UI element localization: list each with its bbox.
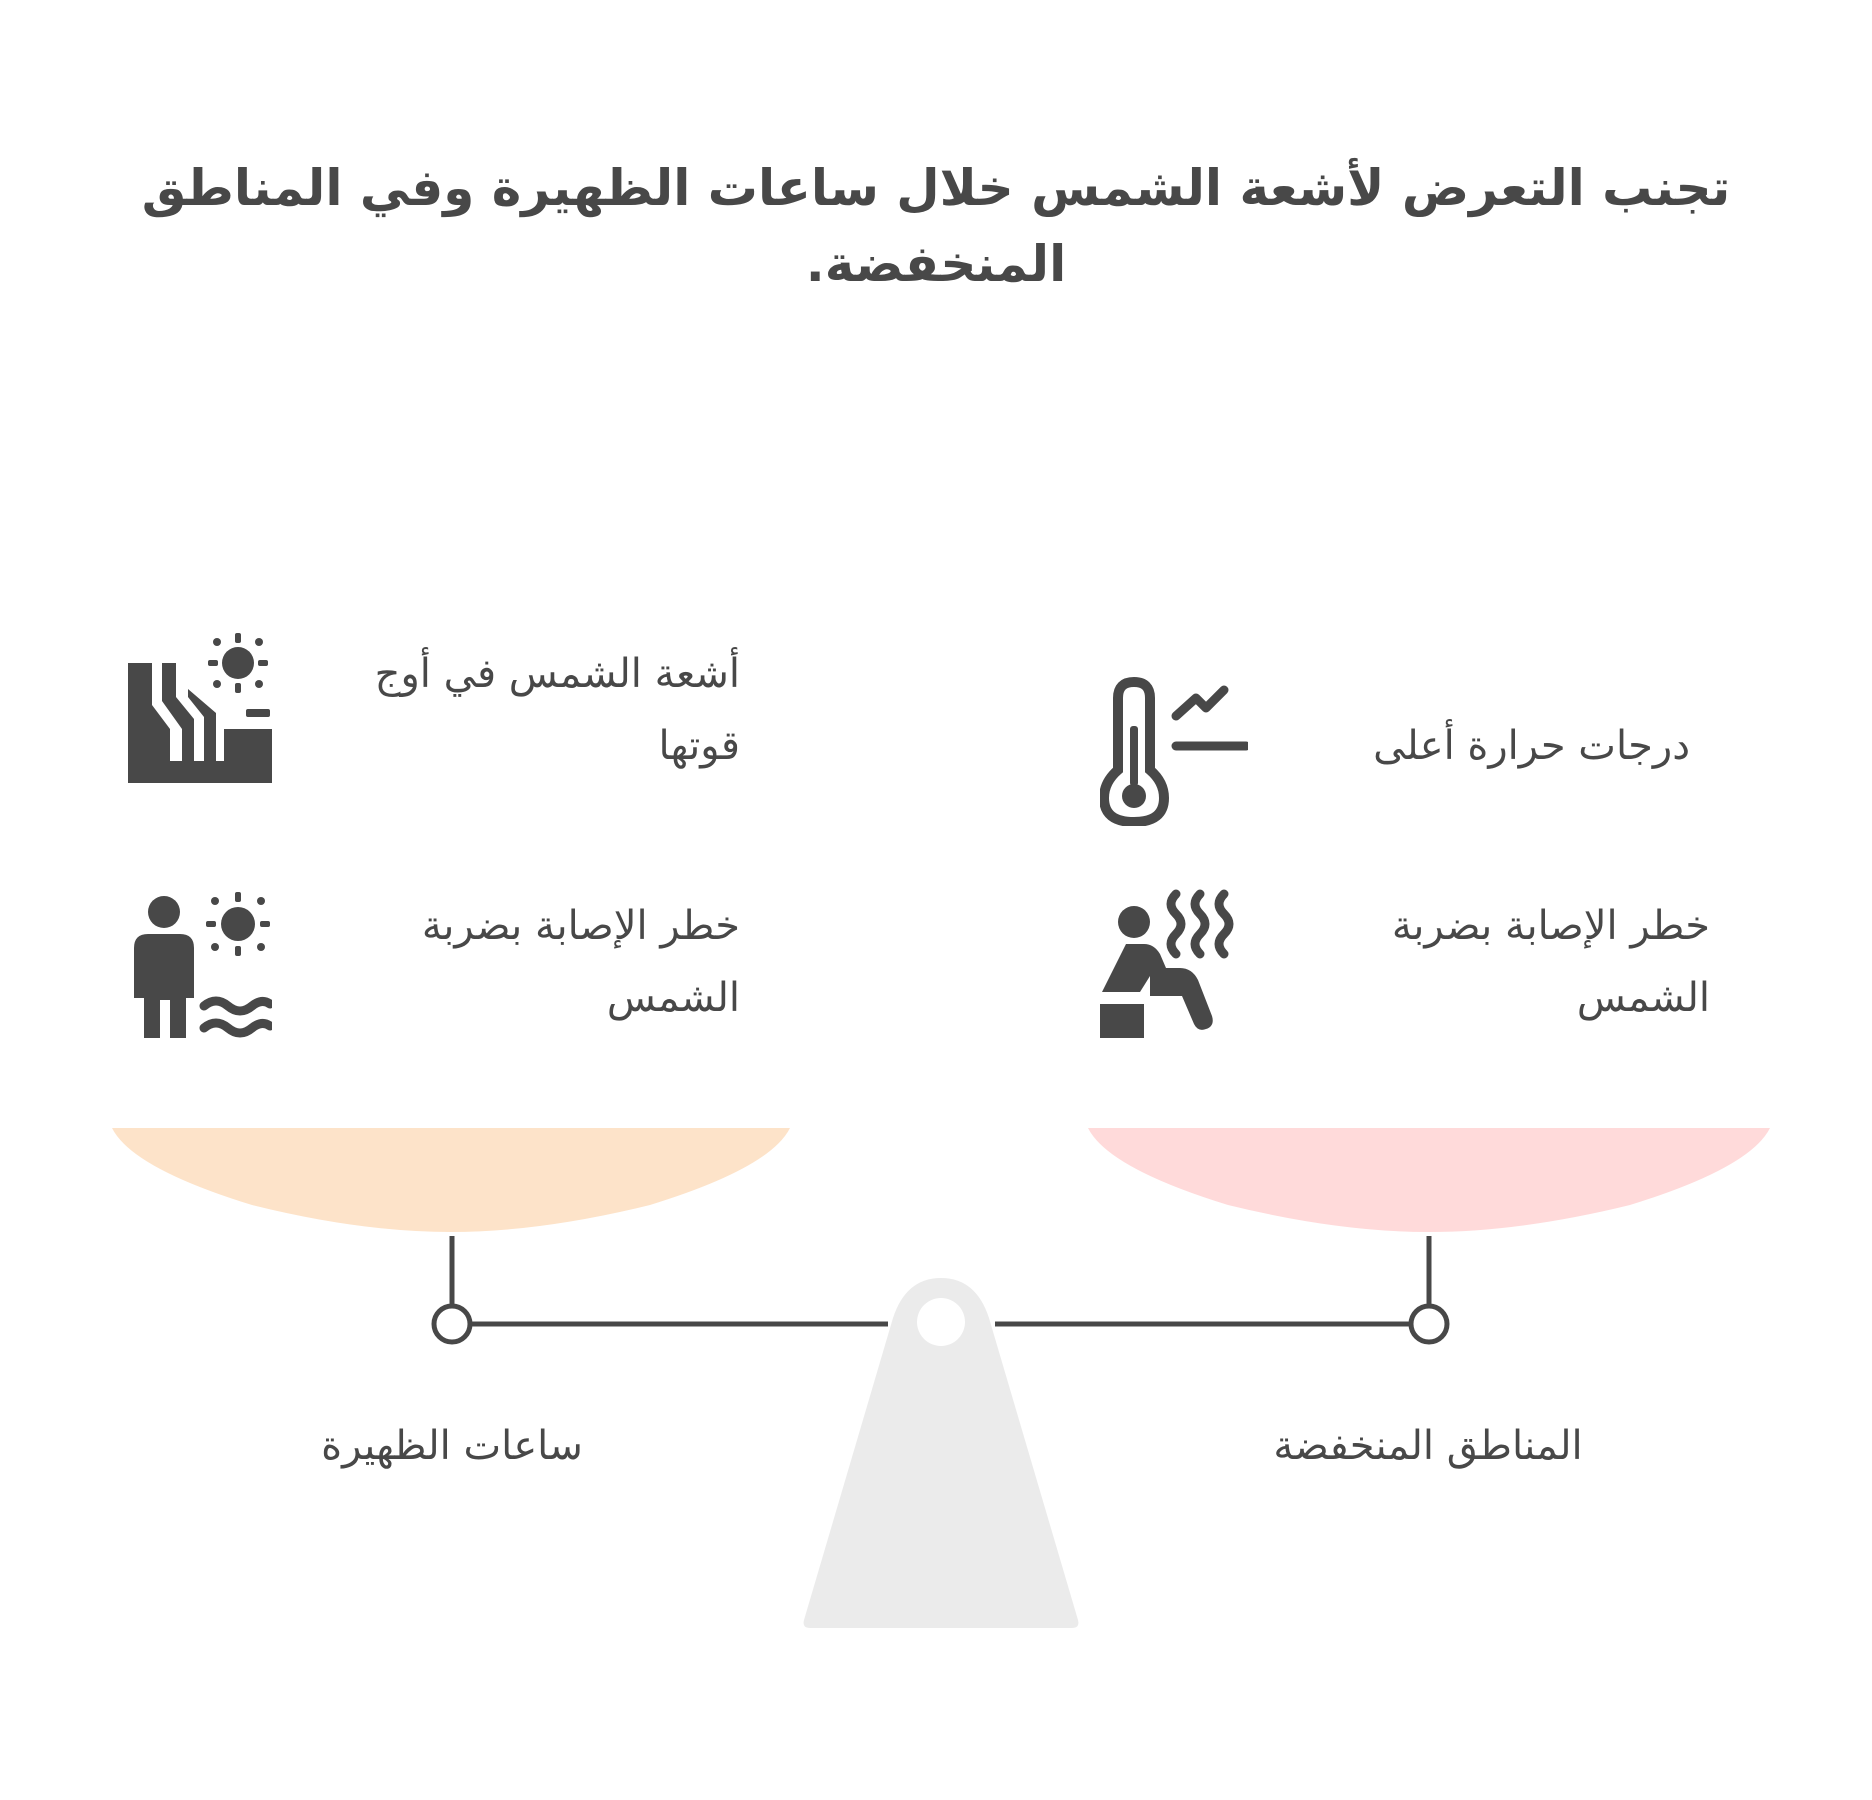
buildings-sun-icon (124, 633, 272, 783)
right-pan (1088, 1128, 1770, 1232)
right-joint (1411, 1306, 1447, 1342)
left-item-1-text: أشعة الشمس في أوج قوتها (374, 651, 740, 769)
diagram-title: تجنب التعرض لأشعة الشمس خلال ساعات الظهيرة وفي المناطق المنخفضة. (141, 159, 1731, 293)
fulcrum-pivot (917, 1298, 965, 1346)
left-item-2-text: خطر الإصابة بضربة الشمس (421, 903, 740, 1021)
right-item-1-text: درجات حرارة أعلى (1373, 723, 1690, 769)
left-joint (434, 1306, 470, 1342)
left-pan (112, 1128, 790, 1232)
person-heat-waves-icon (1100, 888, 1248, 1038)
left-label: ساعات الظهيرة (321, 1423, 583, 1469)
right-item-2-text: خطر الإصابة بضربة الشمس (1391, 903, 1710, 1021)
thermometer-rising-icon (1100, 676, 1248, 826)
person-sun-water-icon (124, 888, 272, 1038)
right-label: المناطق المنخفضة (1273, 1423, 1583, 1469)
